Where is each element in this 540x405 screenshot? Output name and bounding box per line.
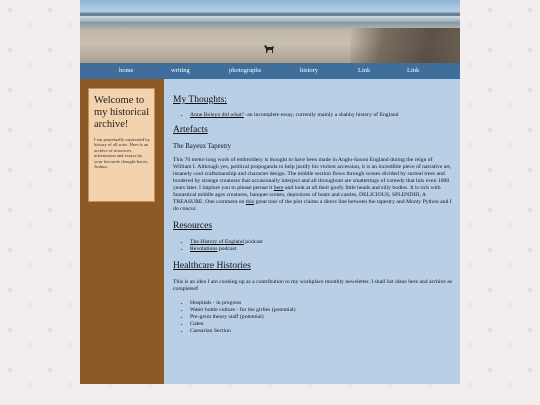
- top-nav: [80, 63, 460, 79]
- thoughts-item-desc: -an incomplete essay, currently mainly a shabby history of England: [243, 112, 399, 118]
- welcome-box: [88, 88, 155, 202]
- list-item: • Caesarian Section: [190, 328, 452, 335]
- bayeux-text-a: This 70 metre long work of embroidery is thought to have been made in Anglo-Saxon England during the reign of William I. Although yes, political propoganda to help justify his violent accession, it is an incredible piece of narrative art, insanely cool craftsmanship and character design. The middle section flows through scenes divided by surreal trees and bordered by strange creatures that occasionally interject and all throughout are smatterings of comedy that hits even 1000 years later. I implore you to please peruse it: [173, 157, 452, 191]
- resource-desc: podcast: [243, 239, 263, 245]
- resources-heading: Resources: [173, 221, 213, 231]
- banner-rocks: [350, 28, 460, 63]
- header-banner-image: [80, 0, 460, 63]
- list-item: • Galen: [190, 321, 452, 328]
- thoughts-list: [173, 112, 452, 119]
- list-item: [190, 246, 452, 253]
- bayeux-paragraph: [173, 157, 452, 213]
- healthcare-heading: Healthcare Histories: [173, 261, 251, 271]
- here-link[interactable]: here: [273, 185, 284, 191]
- list-item: [190, 239, 452, 246]
- list-item: • Hospitals - in progress: [190, 300, 452, 307]
- list-item: [190, 112, 452, 119]
- main-content: [164, 79, 460, 384]
- this-link[interactable]: this: [245, 199, 255, 205]
- welcome-title: Welcome to my historical archive!: [94, 95, 150, 130]
- nav-photographs[interactable]: photographs: [229, 67, 262, 74]
- banner-surf: [80, 16, 460, 22]
- resources-list: [173, 239, 452, 253]
- healthcare-intro: This is an idea I am cooking up as a contribution to my workplace monthly newsletter. I shall list ideas here and archive as completed!: [173, 279, 452, 292]
- bayeux-text-c: great tour of the plot claims a direct line between the tapestry and Monty Python and I do concur.: [173, 199, 452, 212]
- nav-link-2[interactable]: Link: [407, 67, 420, 74]
- revolutions-link[interactable]: Revolutions: [190, 246, 218, 252]
- bayeux-subtitle: The Bayeux Tapestry: [173, 143, 231, 150]
- list-item: • Water bottle culture - for the girlies (potential): [190, 307, 452, 314]
- list-item: • Pre-germ theory staff (potential): [190, 314, 452, 321]
- history-of-england-link[interactable]: The History of England: [190, 239, 244, 245]
- healthcare-list: [173, 300, 452, 335]
- anne-boleyn-link[interactable]: Anne Boleyn did what?: [190, 112, 244, 118]
- my-thoughts-heading: My Thoughts:: [173, 95, 227, 105]
- nav-history[interactable]: history: [300, 67, 319, 74]
- nav-link-1[interactable]: Link: [358, 67, 371, 74]
- dog-on-beach-image: [263, 43, 275, 54]
- bayeux-text-b: and look at all their goofy little heads and silly bodies. It is rich with fantastical middle ages creatures, banquet scenes, depictions of boats and castles, DELICIOUS, SPLENDID, A TREASURE. One comment on: [173, 185, 441, 205]
- nav-writing[interactable]: writing: [171, 67, 190, 74]
- sidebar: [80, 79, 164, 384]
- resource-desc: podcast: [217, 246, 237, 252]
- welcome-blurb: I am perpetually captivated by history of all sorts. Here is an archive of resources, information and essays by your favourite thought-haver, Joshua.: [94, 137, 150, 170]
- nav-home[interactable]: home: [119, 67, 134, 74]
- page-container: [80, 0, 460, 384]
- artefacts-heading: Artefacts: [173, 125, 208, 135]
